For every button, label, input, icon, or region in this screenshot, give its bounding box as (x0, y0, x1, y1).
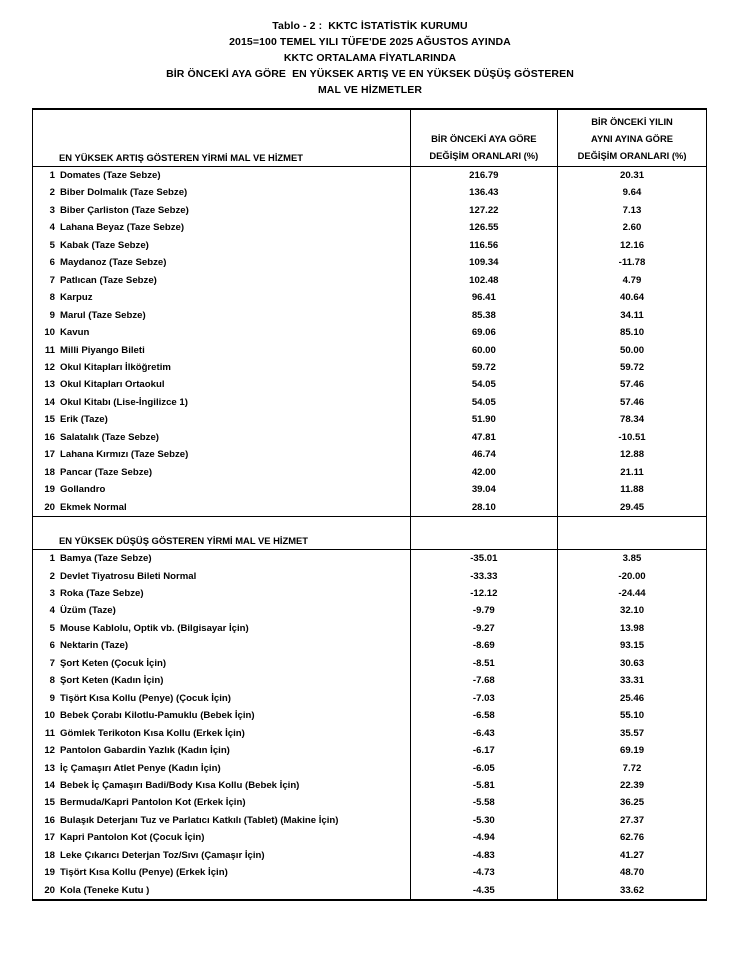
row-monthly-change-value: 59.72 (410, 359, 557, 376)
row-label-cell (33, 742, 410, 759)
row-yearly-change-value: 13.98 (558, 620, 706, 637)
header-yearly-line-3: DEĞİŞİM ORANLARI (%) (577, 150, 687, 161)
row-label-cell (33, 342, 410, 359)
row-label-cell (33, 307, 410, 324)
table-row (33, 202, 706, 219)
table-row (33, 411, 706, 428)
row-item-name: Biber Dolmalık (Taze Sebze) (60, 187, 188, 199)
row-item-name: Pancar (Taze Sebze) (60, 466, 153, 478)
header-yearly-line-1: BİR ÖNCEKİ YILIN (591, 116, 673, 127)
row-item-name: Salatalık (Taze Sebze) (60, 431, 159, 443)
table-row (33, 550, 706, 568)
row-item-name: Kavun (60, 327, 90, 339)
row-number: 7 (49, 657, 55, 669)
row-monthly-change-value: 96.41 (410, 289, 557, 306)
row-number: 20 (44, 884, 55, 896)
row-monthly-change-value: -9.79 (410, 602, 557, 619)
row-monthly-change-value: 126.55 (410, 219, 557, 236)
row-label-cell (33, 794, 410, 811)
row-item-name: Domates (Taze Sebze) (60, 170, 161, 181)
header-yearly-line-2: AYNI AYINA GÖRE (591, 133, 673, 144)
row-label-cell (33, 620, 410, 637)
row-yearly-change-value: -20.00 (558, 568, 706, 585)
row-monthly-change-value: -8.69 (410, 637, 557, 654)
row-label-cell (33, 725, 410, 742)
row-number: 17 (44, 449, 55, 461)
row-number: 12 (44, 361, 55, 373)
row-number: 15 (44, 797, 55, 809)
row-monthly-change-value: 47.81 (410, 429, 557, 446)
row-item-name: Gömlek Terikoton Kısa Kollu (Erkek İçin) (60, 727, 245, 739)
row-monthly-change-value: 127.22 (410, 202, 557, 219)
row-label-cell (33, 167, 410, 185)
row-monthly-change-value: 39.04 (410, 481, 557, 498)
row-yearly-change-value: 29.45 (558, 499, 706, 517)
row-item-name: Bebek İç Çamaşırı Badi/Body Kısa Kollu (Bebek İçin) (60, 779, 300, 791)
table-row (33, 272, 706, 289)
table-row (33, 568, 706, 585)
header-cell-yearly-change (558, 110, 706, 167)
row-item-name: Kola (Teneke Kutu ) (60, 884, 150, 896)
row-number: 5 (49, 239, 55, 251)
row-yearly-change-value: 3.85 (558, 550, 706, 568)
row-monthly-change-value: -6.17 (410, 742, 557, 759)
row-monthly-change-value: 102.48 (410, 272, 557, 289)
row-yearly-change-value: 34.11 (558, 307, 706, 324)
row-monthly-change-value: -4.35 (410, 882, 557, 899)
table-row (33, 637, 706, 654)
row-item-name: Lahana Kırmızı (Taze Sebze) (60, 449, 189, 461)
row-item-name: Şort Keten (Çocuk İçin) (60, 657, 167, 669)
row-number: 1 (49, 170, 55, 181)
row-item-name: Bamya (Taze Sebze) (60, 553, 152, 565)
row-number: 18 (44, 466, 55, 478)
row-item-name: Maydanoz (Taze Sebze) (60, 257, 167, 269)
row-item-name: Pantolon Gabardin Yazlık (Kadın İçin) (60, 745, 230, 757)
row-label-cell (33, 760, 410, 777)
table-row (33, 394, 706, 411)
row-monthly-change-value: 54.05 (410, 376, 557, 393)
table-row (33, 464, 706, 481)
statistics-table-container (32, 108, 707, 901)
title-line-2: 2015=100 TEMEL YILI TÜFE'DE 2025 AĞUSTOS AYINDA (229, 36, 511, 48)
row-yearly-change-value: 48.70 (558, 864, 706, 881)
row-number: 4 (49, 222, 55, 234)
row-yearly-change-value: 9.64 (558, 184, 706, 201)
row-label-cell (33, 237, 410, 254)
row-item-name: İç Çamaşırı Atlet Penye (Kadın İçin) (60, 762, 221, 774)
row-number: 14 (44, 396, 55, 408)
row-item-name: Patlıcan (Taze Sebze) (60, 274, 157, 286)
row-label-cell (33, 864, 410, 881)
row-number: 6 (49, 257, 55, 269)
row-label-cell (33, 550, 410, 568)
row-yearly-change-value: -24.44 (558, 585, 706, 602)
table-row (33, 342, 706, 359)
row-label-cell (33, 376, 410, 393)
row-monthly-change-value: 85.38 (410, 307, 557, 324)
section-heading-spacer-monthly (410, 517, 557, 550)
row-number: 20 (44, 501, 55, 513)
row-number: 8 (49, 675, 55, 687)
increases-section-body (33, 167, 706, 517)
row-label-cell (33, 585, 410, 602)
row-number: 5 (49, 622, 55, 634)
row-monthly-change-value: -4.73 (410, 864, 557, 881)
row-label-cell (33, 324, 410, 341)
row-label-cell (33, 829, 410, 846)
header-cell-label-column (33, 110, 410, 167)
row-item-name: Bebek Çorabı Kilotlu-Pamuklu (Bebek İçin) (60, 710, 255, 722)
row-item-name: Üzüm (Taze) (60, 605, 116, 617)
row-yearly-change-value: 2.60 (558, 219, 706, 236)
decreases-section-header-body (33, 517, 706, 550)
table-row (33, 794, 706, 811)
row-number: 2 (49, 187, 55, 199)
row-item-name: Milli Piyango Bileti (60, 344, 145, 356)
row-yearly-change-value: 12.88 (558, 446, 706, 463)
row-number: 2 (49, 570, 55, 582)
table-row (33, 481, 706, 498)
table-row (33, 707, 706, 724)
table-row (33, 690, 706, 707)
table-row (33, 847, 706, 864)
row-monthly-change-value: -35.01 (410, 550, 557, 568)
row-yearly-change-value: 36.25 (558, 794, 706, 811)
row-yearly-change-value: 33.62 (558, 882, 706, 899)
table-row (33, 620, 706, 637)
row-number: 16 (44, 431, 55, 443)
row-label-cell (33, 655, 410, 672)
row-item-name: Bulaşık Deterjanı Tuz ve Parlatıcı Katkılı (Tablet) (Makine İçin) (60, 814, 339, 826)
row-label-cell (33, 812, 410, 829)
header-label-column-text: EN YÜKSEK ARTIŞ GÖSTEREN YİRMİ MAL VE HİZMET (59, 152, 303, 163)
row-yearly-change-value: 32.10 (558, 602, 706, 619)
table-row (33, 307, 706, 324)
row-monthly-change-value: 60.00 (410, 342, 557, 359)
row-label-cell (33, 499, 410, 517)
table-header (33, 110, 706, 167)
row-label-cell (33, 394, 410, 411)
row-number: 12 (44, 745, 55, 757)
header-monthly-line-1: BİR ÖNCEKİ AYA GÖRE (431, 133, 537, 144)
title-line-1: Tablo - 2 : KKTC İSTATİSTİK KURUMU (272, 20, 468, 32)
row-label-cell (33, 602, 410, 619)
row-yearly-change-value: 11.88 (558, 481, 706, 498)
header-cell-monthly-change (410, 110, 557, 167)
table-row (33, 829, 706, 846)
row-number: 10 (44, 710, 55, 722)
row-item-name: Karpuz (60, 292, 93, 304)
table-row (33, 585, 706, 602)
row-label-cell (33, 690, 410, 707)
row-number: 19 (44, 484, 55, 496)
row-number: 17 (44, 832, 55, 844)
row-number: 11 (44, 727, 55, 739)
row-yearly-change-value: 35.57 (558, 725, 706, 742)
title-line-5: MAL VE HİZMETLER (317, 84, 423, 96)
row-yearly-change-value: 78.34 (558, 411, 706, 428)
row-monthly-change-value: 51.90 (410, 411, 557, 428)
table-row (33, 429, 706, 446)
row-number: 8 (49, 292, 55, 304)
header-monthly-line-2: DEĞİŞİM ORANLARI (%) (429, 150, 539, 161)
row-item-name: Gollandro (60, 484, 106, 496)
row-monthly-change-value: -5.30 (410, 812, 557, 829)
row-item-name: Okul Kitabı (Lise-İngilizce 1) (60, 396, 188, 408)
row-number: 3 (49, 587, 55, 599)
row-label-cell (33, 481, 410, 498)
row-label-cell (33, 184, 410, 201)
row-monthly-change-value: 69.06 (410, 324, 557, 341)
row-number: 9 (49, 309, 55, 321)
row-yearly-change-value: 12.16 (558, 237, 706, 254)
row-label-cell (33, 464, 410, 481)
row-yearly-change-value: 21.11 (558, 464, 706, 481)
row-label-cell (33, 289, 410, 306)
row-number: 18 (44, 849, 55, 861)
row-number: 14 (44, 779, 55, 791)
row-number: 11 (44, 344, 55, 356)
row-yearly-change-value: 93.15 (558, 637, 706, 654)
row-yearly-change-value: 69.19 (558, 742, 706, 759)
row-number: 19 (44, 867, 55, 879)
table-row (33, 672, 706, 689)
table-row (33, 254, 706, 271)
header-row (33, 110, 706, 167)
row-monthly-change-value: -6.58 (410, 707, 557, 724)
row-yearly-change-value: 40.64 (558, 289, 706, 306)
row-item-name: Erik (Taze) (60, 414, 108, 426)
table-row (33, 760, 706, 777)
row-monthly-change-value: 136.43 (410, 184, 557, 201)
row-monthly-change-value: 116.56 (410, 237, 557, 254)
row-item-name: Kabak (Taze Sebze) (60, 239, 149, 251)
row-item-name: Lahana Beyaz (Taze Sebze) (60, 222, 185, 234)
table-row (33, 219, 706, 236)
row-label-cell (33, 672, 410, 689)
row-label-cell (33, 777, 410, 794)
row-item-name: Tişört Kısa Kollu (Penye) (Erkek İçin) (60, 867, 228, 879)
row-yearly-change-value: -11.78 (558, 254, 706, 271)
row-item-name: Okul Kitapları Ortaokul (60, 379, 165, 391)
row-number: 3 (49, 204, 55, 216)
row-item-name: Nektarin (Taze) (60, 640, 129, 652)
row-yearly-change-value: 41.27 (558, 847, 706, 864)
row-monthly-change-value: -12.12 (410, 585, 557, 602)
row-label-cell (33, 359, 410, 376)
row-item-name: Ekmek Normal (60, 501, 127, 513)
row-number: 15 (44, 414, 55, 426)
row-label-cell (33, 882, 410, 899)
row-label-cell (33, 707, 410, 724)
table-row (33, 359, 706, 376)
row-yearly-change-value: 55.10 (558, 707, 706, 724)
section-heading-spacer-yearly (558, 517, 706, 550)
table-row (33, 446, 706, 463)
table-row (33, 742, 706, 759)
row-number: 13 (44, 379, 55, 391)
document-title-block (0, 0, 740, 98)
row-label-cell (33, 568, 410, 585)
row-yearly-change-value: 85.10 (558, 324, 706, 341)
table-row (33, 324, 706, 341)
title-line-4: BİR ÖNCEKİ AYA GÖRE EN YÜKSEK ARTIŞ VE EN YÜKSEK DÜŞÜŞ GÖSTEREN (166, 68, 574, 80)
row-number: 13 (44, 762, 55, 774)
row-item-name: Devlet Tiyatrosu Bileti Normal (60, 570, 197, 582)
row-yearly-change-value: 27.37 (558, 812, 706, 829)
decreases-section-body (33, 550, 706, 900)
row-monthly-change-value: -33.33 (410, 568, 557, 585)
table-row (33, 725, 706, 742)
table-row (33, 167, 706, 185)
row-item-name: Mouse Kablolu, Optik vb. (Bilgisayar İçin) (60, 622, 249, 634)
row-item-name: Tişört Kısa Kollu (Penye) (Çocuk İçin) (60, 692, 231, 704)
row-monthly-change-value: -8.51 (410, 655, 557, 672)
row-label-cell (33, 429, 410, 446)
row-item-name: Şort Keten (Kadın İçin) (60, 675, 164, 687)
row-monthly-change-value: -4.94 (410, 829, 557, 846)
row-label-cell (33, 411, 410, 428)
row-number: 4 (49, 605, 55, 617)
row-monthly-change-value: -6.43 (410, 725, 557, 742)
row-yearly-change-value: 7.72 (558, 760, 706, 777)
row-yearly-change-value: 50.00 (558, 342, 706, 359)
row-yearly-change-value: 57.46 (558, 376, 706, 393)
row-monthly-change-value: -9.27 (410, 620, 557, 637)
row-label-cell (33, 202, 410, 219)
title-line-3: KKTC ORTALAMA FİYATLARINDA (283, 52, 457, 64)
table-row (33, 864, 706, 881)
row-number: 1 (49, 553, 55, 565)
row-yearly-change-value: 57.46 (558, 394, 706, 411)
table-row (33, 289, 706, 306)
section-heading-cell (33, 517, 410, 550)
row-label-cell (33, 446, 410, 463)
row-item-name: Leke Çıkarıcı Deterjan Toz/Sıvı (Çamaşır İçin) (60, 849, 265, 861)
table-row (33, 184, 706, 201)
row-item-name: Okul Kitapları İlköğretim (60, 361, 171, 373)
table-row (33, 655, 706, 672)
section-heading-text: EN YÜKSEK DÜŞÜŞ GÖSTEREN YİRMİ MAL VE HİZMET (59, 535, 308, 547)
row-monthly-change-value: -5.58 (410, 794, 557, 811)
row-monthly-change-value: 109.34 (410, 254, 557, 271)
row-yearly-change-value: 30.63 (558, 655, 706, 672)
row-monthly-change-value: -6.05 (410, 760, 557, 777)
row-monthly-change-value: 42.00 (410, 464, 557, 481)
row-label-cell (33, 637, 410, 654)
row-yearly-change-value: 62.76 (558, 829, 706, 846)
row-number: 9 (49, 692, 55, 704)
row-label-cell (33, 272, 410, 289)
row-item-name: Bermuda/Kapri Pantolon Kot (Erkek İçin) (60, 797, 246, 809)
row-monthly-change-value: 28.10 (410, 499, 557, 517)
row-monthly-change-value: 216.79 (410, 167, 557, 185)
row-number: 6 (49, 640, 55, 652)
row-label-cell (33, 847, 410, 864)
row-yearly-change-value: 22.39 (558, 777, 706, 794)
row-item-name: Kapri Pantolon Kot (Çocuk İçin) (60, 832, 205, 844)
row-yearly-change-value: -10.51 (558, 429, 706, 446)
row-yearly-change-value: 20.31 (558, 167, 706, 185)
statistics-table (33, 110, 706, 899)
header-monthly-change-stack (411, 130, 557, 166)
row-number: 7 (49, 274, 55, 286)
row-item-name: Marul (Taze Sebze) (60, 309, 146, 321)
table-row (33, 237, 706, 254)
row-number: 10 (44, 327, 55, 339)
row-monthly-change-value: 54.05 (410, 394, 557, 411)
row-yearly-change-value: 25.46 (558, 690, 706, 707)
row-yearly-change-value: 33.31 (558, 672, 706, 689)
section-heading-row-decreases (33, 517, 706, 550)
table-row (33, 882, 706, 899)
table-row (33, 602, 706, 619)
row-monthly-change-value: -7.03 (410, 690, 557, 707)
header-yearly-change-stack (558, 113, 706, 166)
row-label-cell (33, 219, 410, 236)
row-yearly-change-value: 4.79 (558, 272, 706, 289)
table-row (33, 812, 706, 829)
row-yearly-change-value: 59.72 (558, 359, 706, 376)
row-item-name: Roka (Taze Sebze) (60, 587, 144, 599)
row-yearly-change-value: 7.13 (558, 202, 706, 219)
row-monthly-change-value: 46.74 (410, 446, 557, 463)
table-row (33, 777, 706, 794)
row-monthly-change-value: -7.68 (410, 672, 557, 689)
row-item-name: Biber Çarliston (Taze Sebze) (60, 204, 189, 216)
row-number: 16 (44, 814, 55, 826)
table-row (33, 376, 706, 393)
table-row (33, 499, 706, 517)
row-monthly-change-value: -5.81 (410, 777, 557, 794)
row-label-cell (33, 254, 410, 271)
row-monthly-change-value: -4.83 (410, 847, 557, 864)
